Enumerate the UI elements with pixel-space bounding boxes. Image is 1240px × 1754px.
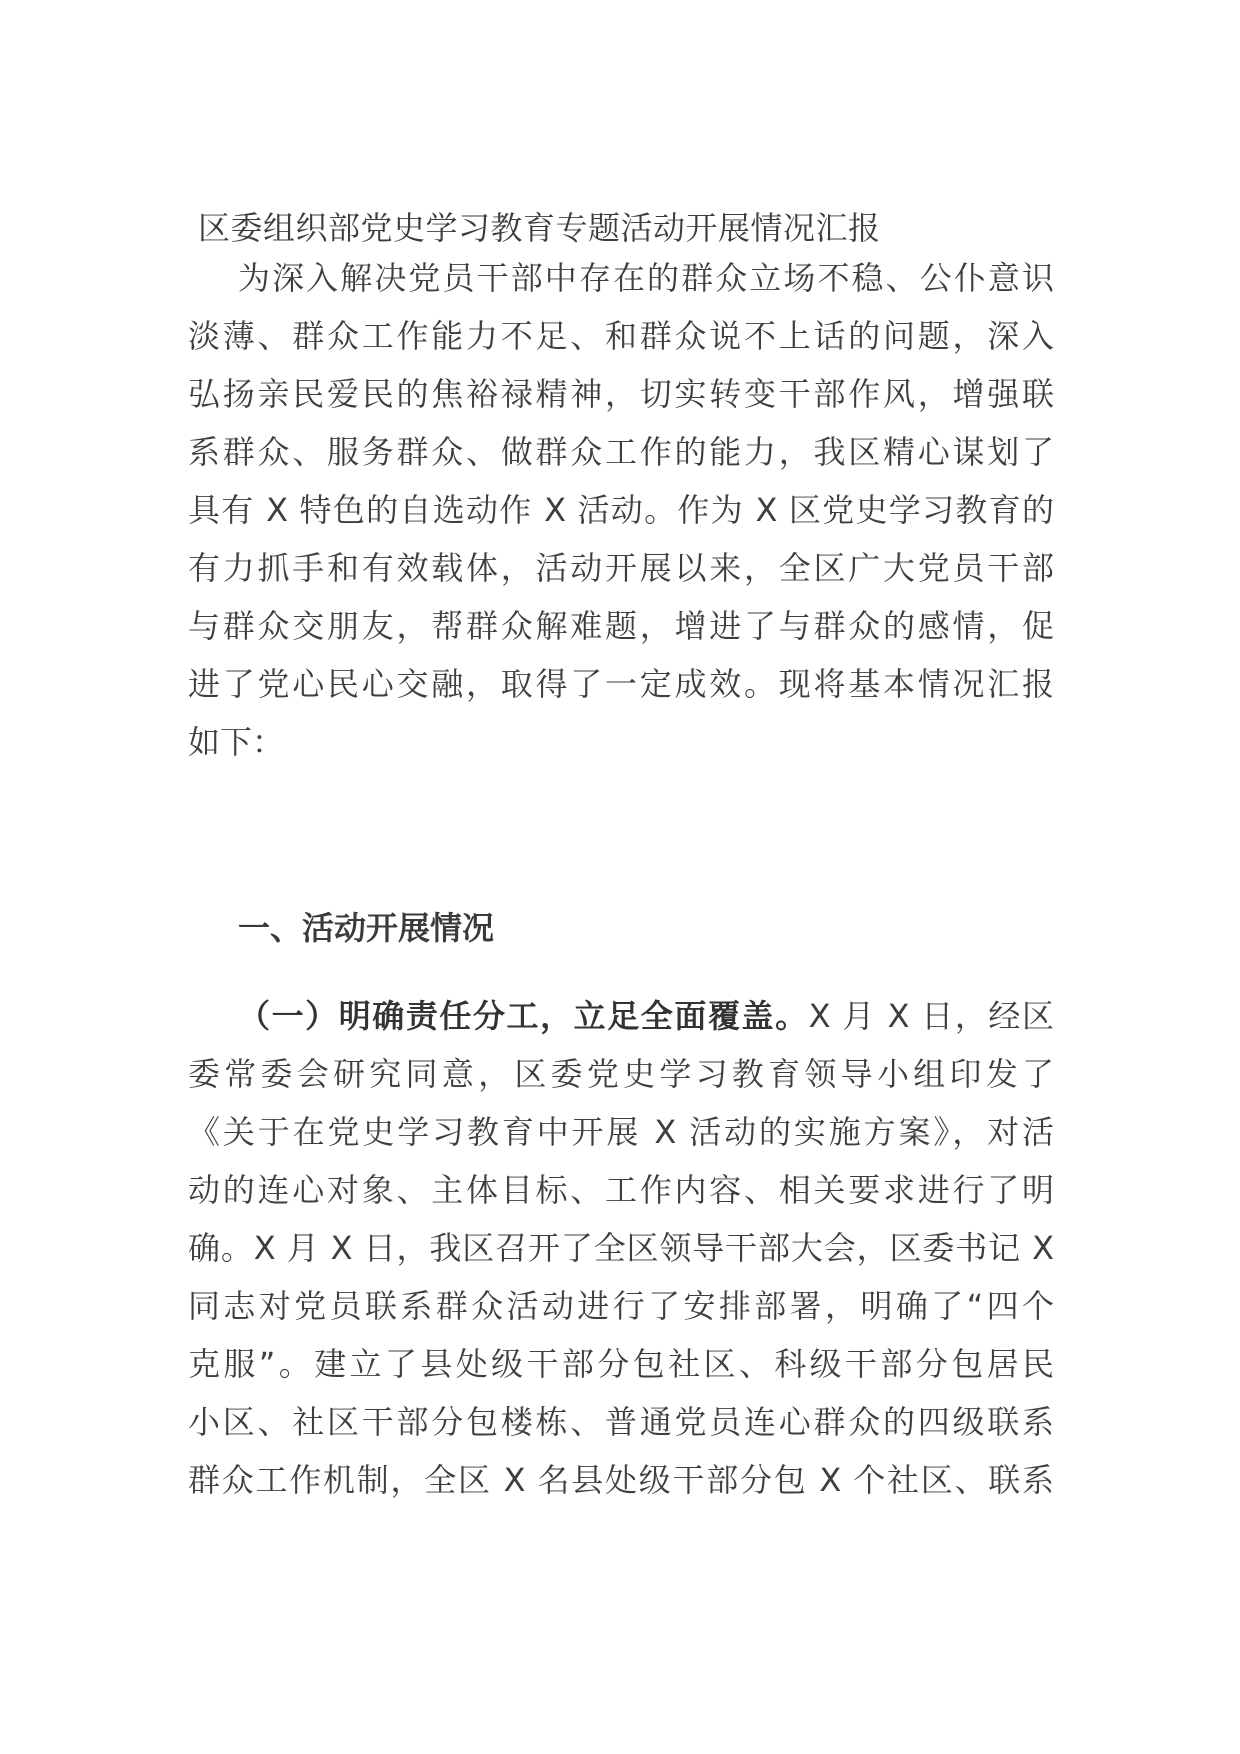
body-line: 《关于在党史学习教育中开展 X 活动的实施方案》，对活 (188, 1113, 1054, 1151)
body-line: 群众工作机制，全区 X 名县处级干部分包 X 个社区、联系 (188, 1461, 1054, 1499)
subsection-first-line-text: X 月 X 日，经区 (808, 997, 1054, 1035)
intro-line: 具有 X 特色的自选动作 X 活动。作为 X 区党史学习教育的 (188, 491, 1054, 529)
section-heading: 一、活动开展情况 (238, 909, 495, 947)
intro-line: 弘扬亲民爱民的焦裕禄精神，切实转变干部作风，增强联 (188, 375, 1054, 413)
subsection-heading: （一）明确责任分工，立足全面覆盖。 (238, 997, 809, 1035)
body-line: 同志对党员联系群众活动进行了安排部署，明确了“四个 (188, 1287, 1054, 1325)
intro-line: 有力抓手和有效载体，活动开展以来，全区广大党员干部 (188, 549, 1054, 587)
body-line: 克服”。建立了县处级干部分包社区、科级干部分包居民 (188, 1345, 1054, 1383)
intro-line: 淡薄、群众工作能力不足、和群众说不上话的问题，深入 (188, 317, 1054, 355)
intro-line: 如下： (188, 723, 285, 761)
body-line: 委常委会研究同意，区委党史学习教育领导小组印发了 (188, 1055, 1054, 1093)
body-line: 确。X 月 X 日，我区召开了全区领导干部大会，区委书记 X (188, 1229, 1054, 1267)
body-line: 动的连心对象、主体目标、工作内容、相关要求进行了明 (188, 1171, 1054, 1209)
intro-line: 进了党心民心交融，取得了一定成效。现将基本情况汇报 (188, 665, 1054, 703)
intro-line: 与群众交朋友，帮群众解难题，增进了与群众的感情，促 (188, 607, 1054, 645)
intro-line: 为深入解决党员干部中存在的群众立场不稳、公仆意识 (238, 259, 1054, 297)
intro-line: 系群众、服务群众、做群众工作的能力，我区精心谋划了 (188, 433, 1054, 471)
subsection-first-line (238, 994, 1054, 1038)
document-title: 区委组织部党史学习教育专题活动开展情况汇报 (198, 209, 881, 247)
body-line: 小区、社区干部分包楼栋、普通党员连心群众的四级联系 (188, 1403, 1054, 1441)
